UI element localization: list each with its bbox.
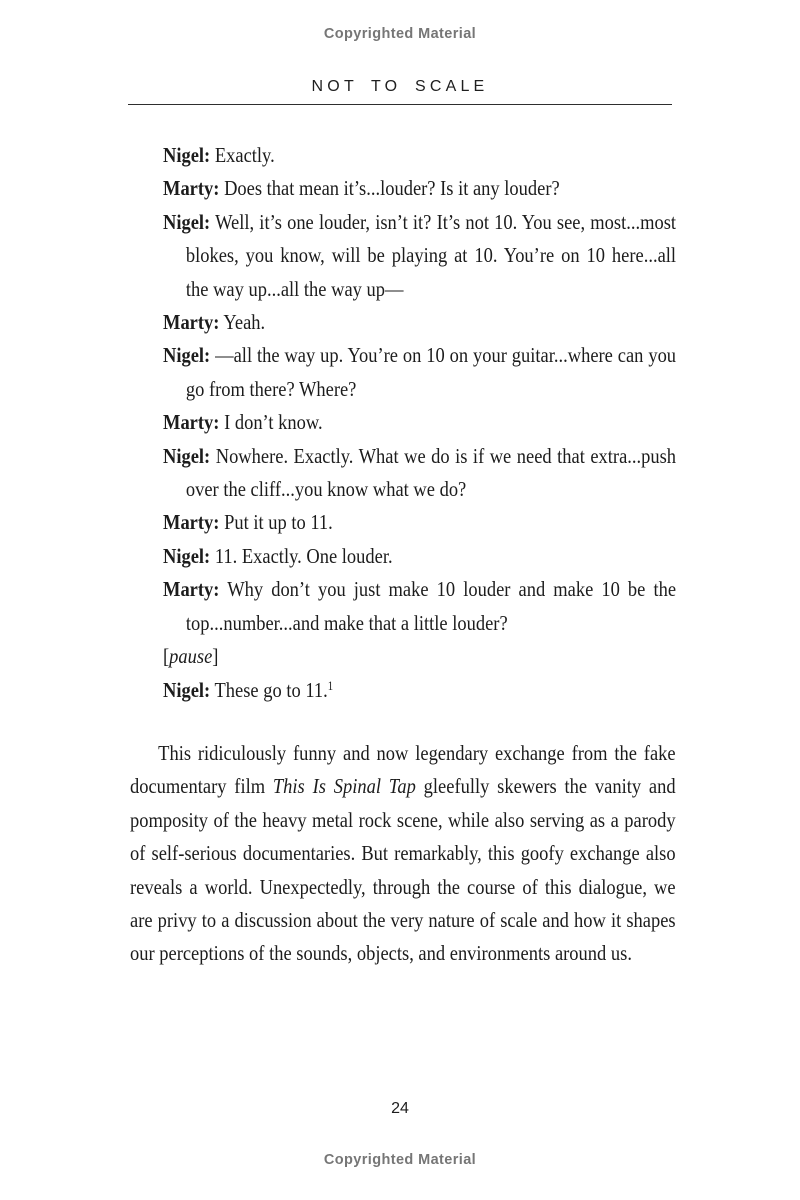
speech-text: Nowhere. Exactly. What we do is if we need that extra...push over the cliff...you know what we do? [185,443,677,502]
stage-direction [163,640,676,673]
speech-text: 11. Exactly. One louder. [214,543,393,568]
speech-text: Exactly. [214,143,275,167]
dialogue-line [163,139,676,172]
speech-text: I don’t know. [224,410,323,435]
header-rule [128,104,672,105]
speaker-label: Marty: [163,410,220,435]
stage-bracket-open: [ [163,644,170,669]
speech-text: Does that mean it’s...louder? Is it any louder? [224,176,560,201]
dialogue-line [163,540,676,573]
stage-text: pause [169,644,213,669]
dialogue-line [163,339,676,406]
speech-text: Yeah. [223,310,266,335]
speech-text: —all the way up. You’re on 10 on your guitar...where can you go from there? Where? [185,343,677,401]
stage-bracket-close: ] [212,644,219,669]
speaker-label: Marty: [163,577,220,602]
dialogue-line [163,440,676,507]
speech-text: Why don’t you just make 10 louder and make 10 be the top...number...and make that a little louder? [185,577,677,635]
body-paragraph [130,737,676,971]
copyright-notice-bottom: Copyrighted Material [323,1152,477,1168]
film-title-italic: This Is Spinal Tap [272,774,416,799]
speaker-label: Nigel: [163,143,211,167]
speaker-label: Marty: [163,176,220,201]
speaker-label: Nigel: [163,543,211,568]
speaker-label: Nigel: [163,443,211,468]
dialogue-line [163,506,676,539]
dialogue-line [163,206,676,306]
speaker-label: Nigel: [163,343,211,368]
speaker-label: Nigel: [163,677,211,702]
dialogue-line [163,406,676,439]
speech-text: Put it up to 11. [224,510,333,535]
speaker-label: Nigel: [163,209,211,234]
dialogue-block [163,139,676,707]
dialogue-line [163,306,676,339]
speech-text: Well, it’s one louder, isn’t it? It’s not 10. You see, most...most blokes, you know, will be playing at 10. You’re on 10 here...all the way up...all the way up— [185,209,677,301]
paragraph-text-lead: This ridiculously funny and now legendary exchange from the fake documentary film [130,741,676,799]
dialogue-line [163,172,676,205]
copyright-notice-top: Copyrighted Material [323,26,477,42]
paragraph-text-rest: gleefully skewers the vanity and pomposity of the heavy metal rock scene, while also serving as a parody of self-serious documentaries. But remarkably, this goofy exchange also reveals a world. Unexpectedly, through the course of this dialogue, we are privy to a discussion about the very nature of scale and how it shapes our perceptions of the sounds, objects, and environments around us. [130,774,676,966]
speaker-label: Marty: [163,510,220,535]
speaker-label: Marty: [163,310,220,335]
dialogue-line [163,674,676,707]
page-number: 24 [391,1100,409,1117]
footnote-marker: 1 [327,678,334,693]
running-head: NOT TO SCALE [311,78,489,95]
speech-text: These go to 11. [214,677,328,702]
dialogue-line [163,573,676,640]
